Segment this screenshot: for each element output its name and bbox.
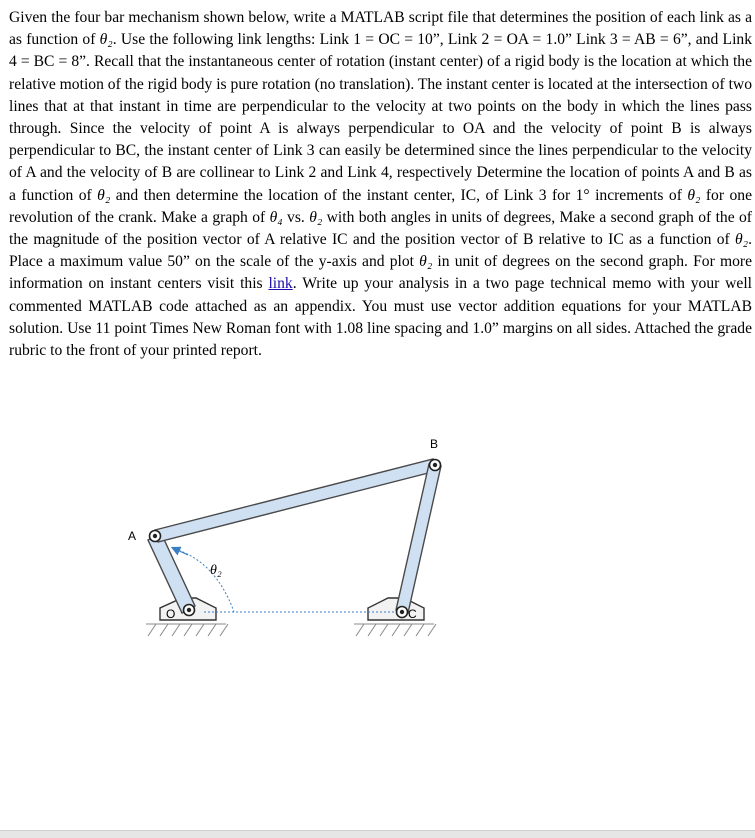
theta2-symbol: θ₂: [99, 31, 113, 49]
text-segment: vs.: [282, 208, 310, 226]
link-2-oa: [148, 533, 195, 613]
problem-statement: [9, 7, 752, 362]
label-theta2: θ₂: [210, 563, 222, 578]
pin-o: [184, 605, 195, 616]
link-3-ab: [155, 459, 436, 542]
theta2-symbol: θ₂: [309, 208, 323, 226]
theta2-arrow: [173, 548, 188, 555]
theta2-symbol: θ₂: [419, 253, 433, 271]
ground-hatch-c: [354, 624, 436, 636]
four-bar-mechanism-figure: [118, 432, 458, 642]
label-c: C: [408, 607, 417, 621]
pin-a: [150, 531, 161, 542]
text-segment: . Place a maximum value 50” on the scale of the y-axis and plot: [9, 231, 752, 271]
label-b: B: [430, 437, 439, 451]
instant-centers-link[interactable]: link: [268, 275, 293, 293]
text-segment: . Use the following link lengths: Link 1 = OC = 10”, Link 2 = OA = 1.0” Link 3 = AB = 6”, and Link 4 = BC = 8”. Recall that the instantaneous center of rotation (instant center) of a rigid body is the location at which the relative motion of the rigid body is pure rotation (no translation). The instant center is located at the intersection of two lines that at that instant in time are perpendicular to the velocity at two points on the body in which the lines pass through. Since the velocity of point A is always perpendicular to OA and the velocity of point B is always perpendicular to BC, the instant center of Link 3 can easily be determined since the lines perpendicular to the velocity of A and the velocity of B are collinear to Link 2 and Link 4, respectively Determine the location of points A and B as a function of: [9, 31, 752, 204]
theta2-symbol: θ₂: [97, 186, 111, 204]
text-segment: in unit of degrees on the second graph. For more information on instant centers visit this: [9, 253, 752, 293]
label-o: O: [166, 607, 176, 621]
theta2-symbol: θ₂: [735, 231, 749, 249]
theta2-symbol: θ₂: [687, 186, 701, 204]
theta4-symbol: θ₄: [269, 208, 283, 226]
text-segment: and then determine the location of the instant center, IC, of Link 3 for 1° increments of: [110, 186, 688, 204]
pin-c: [397, 607, 408, 618]
text-segment: . Write up your analysis in a two page technical memo with your well commented MATLAB code attached as an appendix. You must use vector addition equations for your MATLAB solution. Use 11 point Times New Roman font with 1.08 line spacing and 1.0” margins on all sides. Attached the grade rubric to the front of your printed report.: [9, 275, 753, 360]
link-4-bc: [396, 464, 441, 613]
ground-hatch-o: [146, 624, 228, 636]
text-segment: Given the four bar mechanism shown below, write a MATLAB script file that determines the position of each link as a as function of: [9, 9, 752, 49]
text-segment: for one revolution of the crank. Make a graph of: [9, 186, 752, 226]
text-segment: with both angles in units of degrees, Make a second graph of the of the magnitude of the position vector of A relative IC and the position vector of B relative to IC as a function of: [9, 208, 753, 249]
label-a: A: [128, 529, 137, 543]
pin-b: [430, 460, 441, 471]
